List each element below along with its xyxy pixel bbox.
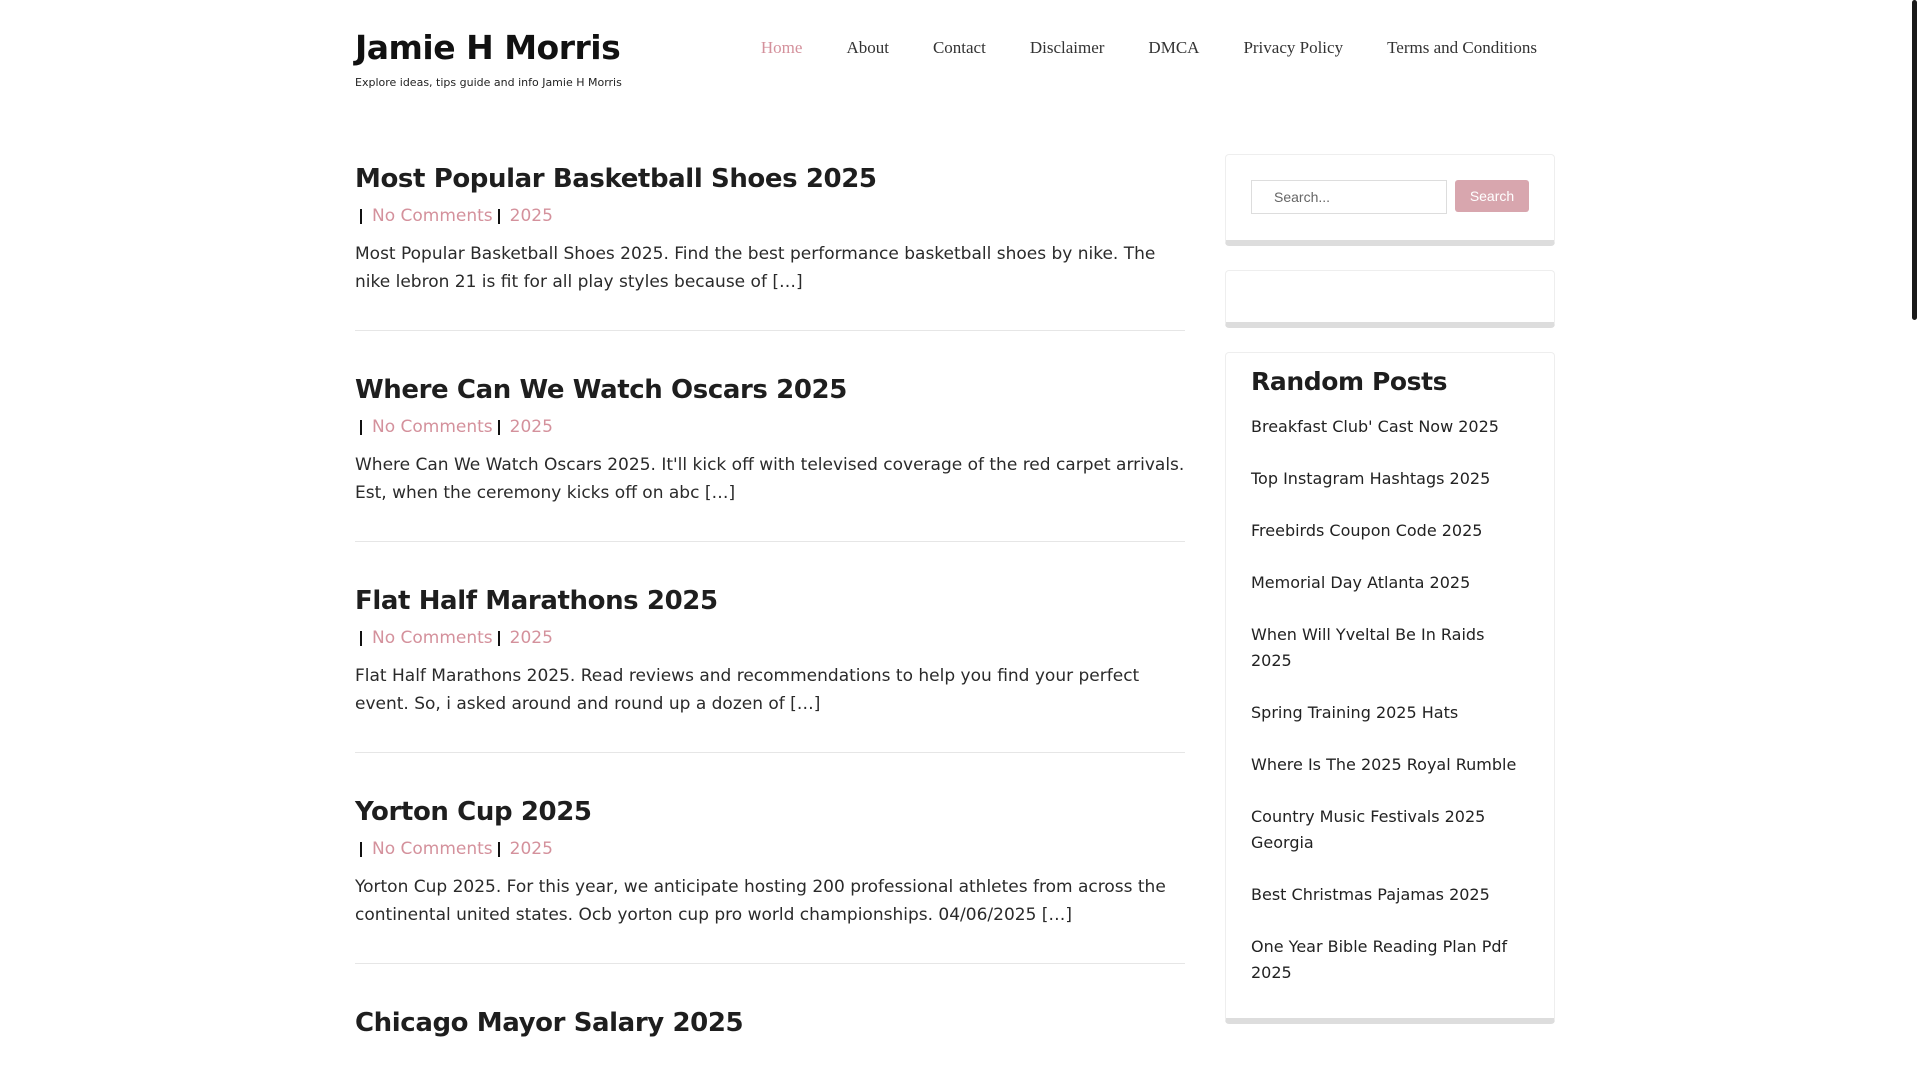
post-excerpt: Yorton Cup 2025. For this year, we anticipate hosting 200 professional athletes from across the continental united states. Ocb yorton cup pro world championships. 04/06/2025 […] xyxy=(355,877,1166,925)
search-widget xyxy=(1225,154,1555,246)
sidebar xyxy=(1225,154,1555,1048)
random-post-link[interactable]: When Will Yveltal Be In Raids 2025 xyxy=(1251,625,1485,670)
meta-separator xyxy=(360,631,362,646)
nav-item-contact[interactable]: Contact xyxy=(932,38,986,57)
empty-widget xyxy=(1225,270,1555,328)
random-posts-title: Random Posts xyxy=(1251,367,1448,396)
random-post-link[interactable]: Where Is The 2025 Royal Rumble xyxy=(1251,755,1517,774)
site-tagline: Explore ideas, tips guide and info Jamie H Morris xyxy=(355,76,622,89)
post-item xyxy=(355,361,1185,542)
random-post-link[interactable]: Memorial Day Atlanta 2025 xyxy=(1251,573,1471,592)
site-title[interactable]: Jamie H Morris xyxy=(355,28,621,67)
random-posts-widget xyxy=(1225,352,1555,1024)
comments-link[interactable]: No Comments xyxy=(372,206,493,226)
nav-item-home[interactable]: Home xyxy=(760,38,803,57)
random-post-link[interactable]: Country Music Festivals 2025 Georgia xyxy=(1251,807,1486,852)
search-input[interactable] xyxy=(1251,180,1447,214)
scrollbar[interactable] xyxy=(1906,0,1920,1080)
random-post-link[interactable]: Breakfast Club' Cast Now 2025 xyxy=(1251,417,1499,436)
post-title[interactable]: Most Popular Basketball Shoes 2025 xyxy=(355,164,877,194)
post-title[interactable]: Chicago Mayor Salary 2025 xyxy=(355,1008,744,1038)
nav-item-terms[interactable]: Terms and Conditions xyxy=(1387,38,1537,57)
nav-item-about[interactable]: About xyxy=(846,38,889,57)
comments-link[interactable]: No Comments xyxy=(372,417,493,437)
post-item xyxy=(355,572,1185,753)
main-nav xyxy=(717,38,1537,58)
scrollbar-thumb[interactable] xyxy=(1912,0,1917,320)
meta-separator xyxy=(498,631,500,646)
post-meta xyxy=(355,839,1185,859)
random-post-link[interactable]: Best Christmas Pajamas 2025 xyxy=(1251,885,1490,904)
tag-link[interactable]: 2025 xyxy=(509,839,553,859)
comments-link[interactable]: No Comments xyxy=(372,839,493,859)
random-post-link[interactable]: Spring Training 2025 Hats xyxy=(1251,703,1459,722)
post-title[interactable]: Flat Half Marathons 2025 xyxy=(355,586,718,616)
post-excerpt: Most Popular Basketball Shoes 2025. Find the best performance basketball shoes by nike. The nike lebron 21 is fit for all play styles because of […] xyxy=(355,244,1156,292)
post-title[interactable]: Yorton Cup 2025 xyxy=(355,797,592,827)
site-header xyxy=(355,0,1555,120)
meta-separator xyxy=(360,209,362,224)
comments-link[interactable]: No Comments xyxy=(372,628,493,648)
meta-separator xyxy=(360,420,362,435)
post-excerpt: Where Can We Watch Oscars 2025. It'll kick off with televised coverage of the red carpet arrivals. Est, when the ceremony kicks off on abc […] xyxy=(355,455,1185,503)
nav-item-privacy-policy[interactable]: Privacy Policy xyxy=(1243,38,1344,57)
nav-item-dmca[interactable]: DMCA xyxy=(1148,38,1200,57)
meta-separator xyxy=(498,842,500,857)
tag-link[interactable]: 2025 xyxy=(509,206,553,226)
meta-separator xyxy=(498,209,500,224)
tag-link[interactable]: 2025 xyxy=(509,417,553,437)
post-item xyxy=(355,783,1185,964)
post-excerpt: Flat Half Marathons 2025. Read reviews and recommendations to help you find your perfect event. So, i asked around and round up a dozen of […] xyxy=(355,666,1140,714)
random-posts-list xyxy=(1251,414,1529,986)
search-button[interactable]: Search xyxy=(1455,180,1529,212)
post-item xyxy=(355,150,1185,331)
random-post-link[interactable]: One Year Bible Reading Plan Pdf 2025 xyxy=(1251,937,1508,982)
random-post-link[interactable]: Freebirds Coupon Code 2025 xyxy=(1251,521,1483,540)
meta-separator xyxy=(498,420,500,435)
nav-item-disclaimer[interactable]: Disclaimer xyxy=(1029,38,1105,57)
tag-link[interactable]: 2025 xyxy=(509,628,553,648)
post-title[interactable]: Where Can We Watch Oscars 2025 xyxy=(355,375,847,405)
post-item xyxy=(355,994,1185,1072)
post-meta xyxy=(355,628,1185,648)
post-meta xyxy=(355,206,1185,226)
random-post-link[interactable]: Top Instagram Hashtags 2025 xyxy=(1251,469,1491,488)
post-list xyxy=(355,150,1185,1080)
post-meta xyxy=(355,417,1185,437)
meta-separator xyxy=(360,842,362,857)
